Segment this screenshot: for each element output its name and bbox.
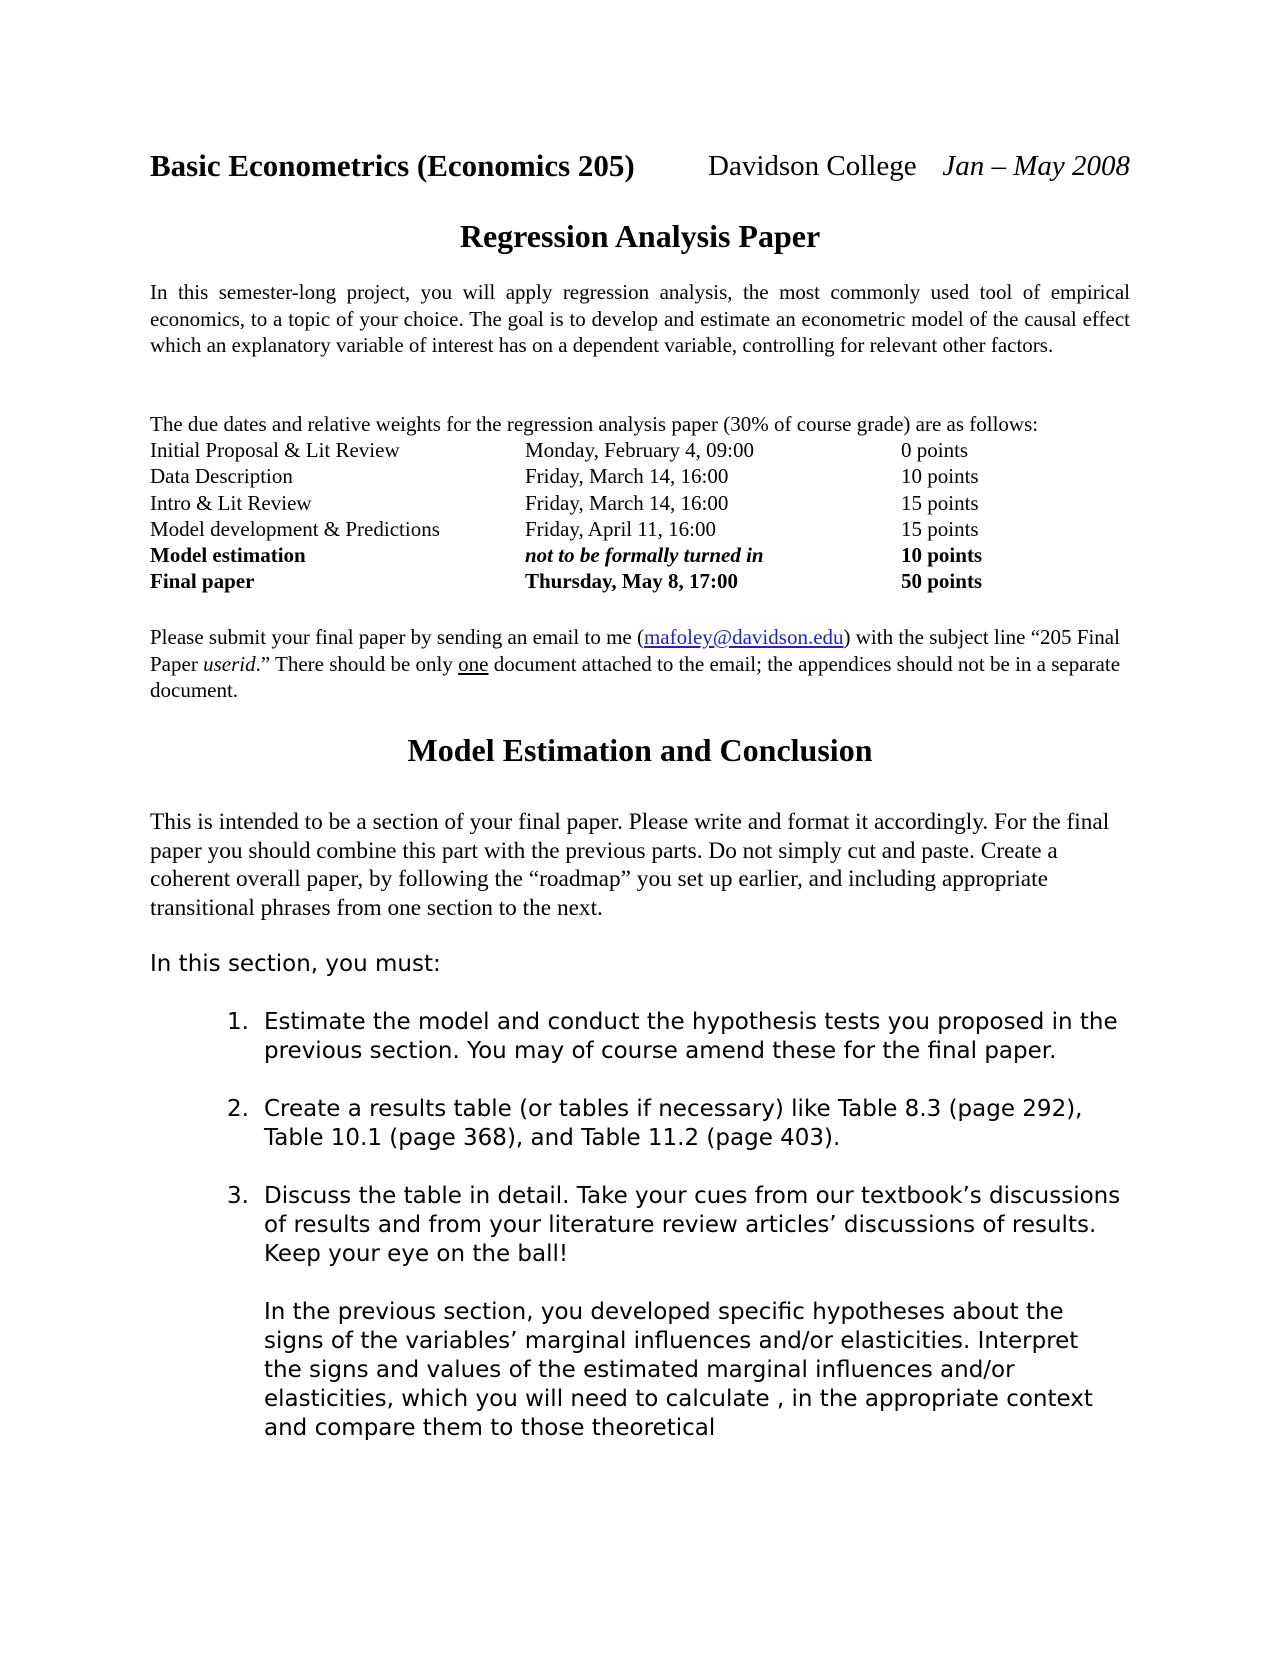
schedule-row — [150, 542, 1010, 568]
schedule-task: Initial Proposal & Lit Review — [150, 438, 400, 462]
schedule-task: Final paper — [150, 569, 255, 594]
section-intro: This is intended to be a section of your final paper. Please write and format it accordingly. For the final paper you should combine this part with the previous parts. Do not simply cut and paste. Create a coherent overall paper, by following the “roadmap” you set up earlier, and including appropriate transitional phrases from one section to the next. — [150, 809, 1110, 921]
schedule-table — [150, 437, 1010, 595]
schedule-due: not to be formally turned in — [525, 543, 764, 568]
course-name: Basic Econometrics (Economics 205) — [150, 148, 635, 183]
schedule-due: Monday, February 4, 09:00 — [525, 438, 755, 462]
schedule-points: 10 points — [901, 543, 983, 568]
weights-intro: The due dates and relative weights for the regression analysis paper (30% of course grade) are as follows: — [150, 412, 1039, 436]
list-item-text: Discuss the table in detail. Take your cues from our textbook’s discussions of results and from your literature review articles’ discussions of results. Keep your eye on the ball! — [264, 1183, 1121, 1267]
section-title: Model Estimation and Conclusion — [407, 732, 873, 768]
userid-text: userid — [203, 651, 256, 676]
email-link[interactable]: mafoley@davidson.edu — [643, 625, 844, 649]
intro-paragraph: In this semester-long project, you will apply regression analysis, the most commonly used tool of empirical economics, to a topic of your choice. The goal is to develop and estimate an econometric model of the causal effect which an explanatory variable of interest has on a dependent variable, controlling for relevant other factors. — [150, 280, 1130, 357]
schedule-points: 0 points — [901, 438, 969, 462]
schedule-due: Friday, March 14, 16:00 — [525, 464, 729, 489]
schedule-due: Friday, March 14, 16:00 — [525, 490, 729, 515]
course-header — [150, 148, 1130, 192]
list-number: 2. — [227, 1096, 249, 1122]
requirements-heading: In this section, you must: — [150, 951, 441, 977]
schedule-task: Model estimation — [150, 543, 306, 568]
schedule-row — [150, 490, 1010, 516]
schedule-row — [150, 437, 1010, 463]
schedule-points: 15 points — [901, 490, 979, 515]
list-item-text: Create a results table (or tables if necessary) like Table 8.3 (page 292), Table 10.1 (page 368), and Table 11.2 (page 403). — [264, 1096, 1083, 1151]
schedule-task: Intro & Lit Review — [150, 490, 312, 515]
submit-text: Please submit your final paper by sending an email to me ( — [150, 625, 644, 649]
list-item — [222, 1182, 1122, 1443]
term-dates: Jan – May 2008 — [942, 150, 1130, 182]
schedule-points: 15 points — [901, 516, 979, 541]
one-underlined: one — [458, 651, 489, 676]
list-item-text: Estimate the model and conduct the hypothesis tests you proposed in the previous section. You may of course amend these for the final paper. — [264, 1009, 1118, 1064]
list-number: 3. — [227, 1183, 249, 1209]
schedule-row — [150, 568, 1010, 594]
list-number: 1. — [227, 1009, 249, 1035]
schedule-task: Data Description — [150, 464, 293, 489]
schedule-task: Model development & Predictions — [150, 516, 440, 541]
college-name: Davidson College — [708, 150, 917, 182]
schedule-points: 50 points — [901, 569, 983, 594]
submit-text: .” There should be only — [255, 651, 459, 676]
submission-instructions — [150, 624, 1130, 704]
document-title: Regression Analysis Paper — [459, 218, 821, 254]
schedule-points: 10 points — [901, 464, 979, 489]
list-item-text-continued: In the previous section, you developed specific hypotheses about the signs of the variables’ marginal influences and/or elasticities. Interpret the signs and values of the estimated marginal influences and/or elasticities, which you will need to calculate , in the appropriate context and compare them to those theoretical — [264, 1299, 1093, 1441]
schedule-due: Thursday, May 8, 17:00 — [525, 569, 738, 594]
schedule-row — [150, 516, 1010, 542]
submit-text: document attached to the email; the appendices should not be in a separate document. — [150, 651, 1121, 702]
list-item — [222, 1095, 1122, 1153]
submit-text: ) with the subject line “205 Final Paper — [150, 625, 1120, 676]
requirements-list — [222, 1008, 1122, 1472]
schedule-due: Friday, April 11, 16:00 — [525, 516, 716, 541]
schedule-row — [150, 463, 1010, 489]
list-item — [222, 1008, 1122, 1066]
